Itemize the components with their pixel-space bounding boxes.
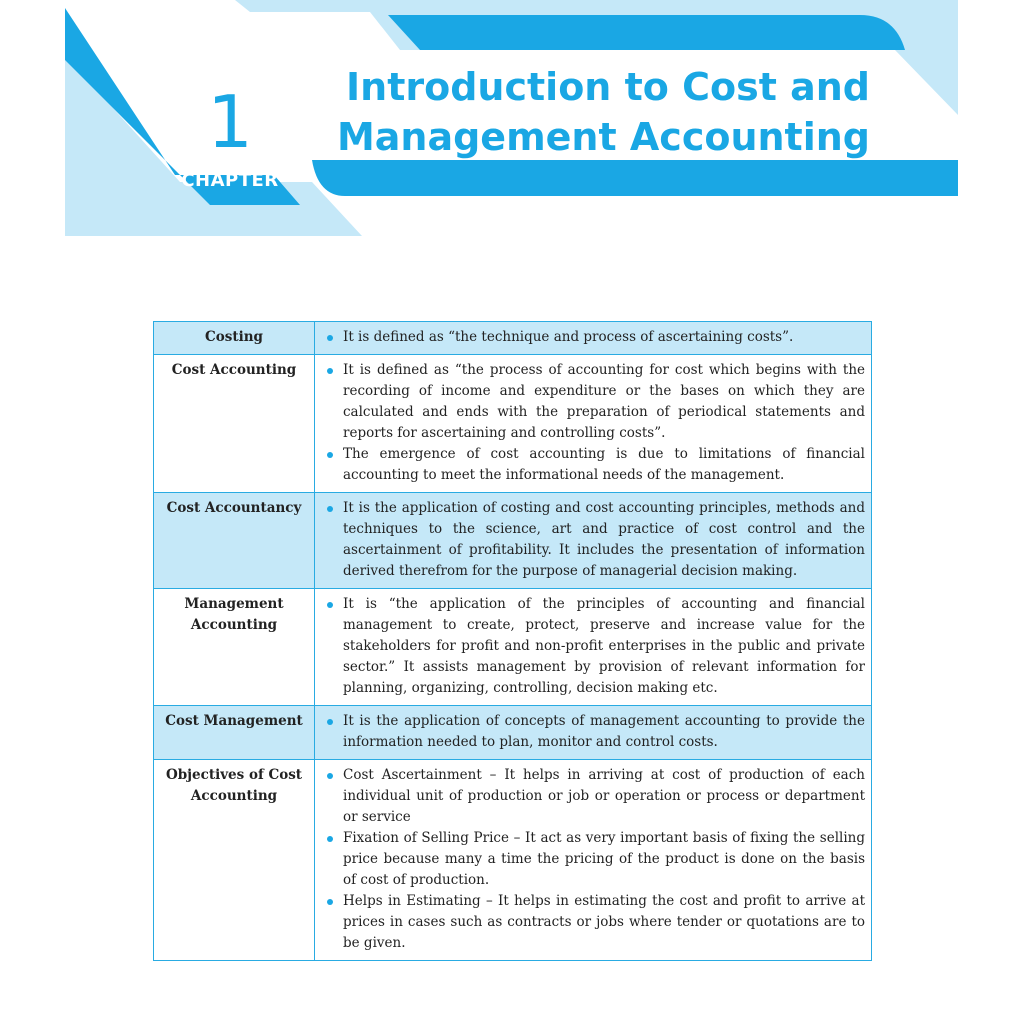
- bullet-list: [321, 360, 865, 486]
- bullet-list: [321, 498, 865, 582]
- term-cell: Objectives of Cost Accounting: [154, 760, 315, 961]
- description-cell: [315, 706, 872, 760]
- term-cell: Cost Accountancy: [154, 493, 315, 589]
- page-title-line2: Management Accounting: [336, 115, 870, 159]
- description-cell: [315, 322, 872, 355]
- table-row: [154, 589, 872, 706]
- table-row: [154, 355, 872, 493]
- chapter-number: 1: [207, 80, 253, 164]
- bullet-point: It is “the application of the principles of accounting and financial management to create, protect, preserve and increase value for the stakeholders for profit and non-profit enterprises in the public and private sector.” It assists management by provision of relevant information for planning, organizing, controlling, decision making etc.: [321, 594, 865, 699]
- definitions-table: [153, 321, 872, 961]
- table-row: [154, 493, 872, 589]
- description-cell: [315, 355, 872, 493]
- bullet-point: It is defined as “the process of accounting for cost which begins with the recording of income and expenditure or the bases on which they are calculated and ends with the preparation of periodical statements and reports for ascertaining and controlling costs”.: [321, 360, 865, 444]
- page-title: [337, 62, 870, 162]
- term-cell: Cost Management: [154, 706, 315, 760]
- bullet-point: Fixation of Selling Price – It act as very important basis of fixing the selling price because many a time the pricing of the product is done on the basis of cost of production.: [321, 828, 865, 891]
- bullet-list: [321, 594, 865, 699]
- term-cell: Costing: [154, 322, 315, 355]
- bullet-point: The emergence of cost accounting is due to limitations of financial accounting to meet the informational needs of the management.: [321, 444, 865, 486]
- definitions-table-body: [154, 322, 872, 961]
- description-cell: [315, 493, 872, 589]
- bullet-point: It is the application of concepts of management accounting to provide the information needed to plan, monitor and control costs.: [321, 711, 865, 753]
- bullet-point: Helps in Estimating – It helps in estimating the cost and profit to arrive at prices in cases such as contracts or jobs where tender or quotations are to be given.: [321, 891, 865, 954]
- bullet-list: [321, 711, 865, 753]
- bullet-list: [321, 327, 865, 348]
- table-row: [154, 760, 872, 961]
- bullet-point: Cost Ascertainment – It helps in arriving at cost of production of each individual unit of production or job or operation or process or department or service: [321, 765, 865, 828]
- term-cell: Cost Accounting: [154, 355, 315, 493]
- bullet-point: It is defined as “the technique and process of ascertaining costs”.: [321, 327, 865, 348]
- table-row: [154, 322, 872, 355]
- bullet-point: It is the application of costing and cost accounting principles, methods and techniques to the science, art and practice of cost control and the ascertainment of profitability. It includes the presentation of information derived therefrom for the purpose of managerial decision making.: [321, 498, 865, 582]
- bullet-list: [321, 765, 865, 954]
- description-cell: [315, 589, 872, 706]
- table-row: [154, 706, 872, 760]
- description-cell: [315, 760, 872, 961]
- term-cell: Management Accounting: [154, 589, 315, 706]
- chapter-label: CHAPTER: [181, 170, 279, 191]
- page-title-line1: Introduction to Cost and: [346, 65, 870, 109]
